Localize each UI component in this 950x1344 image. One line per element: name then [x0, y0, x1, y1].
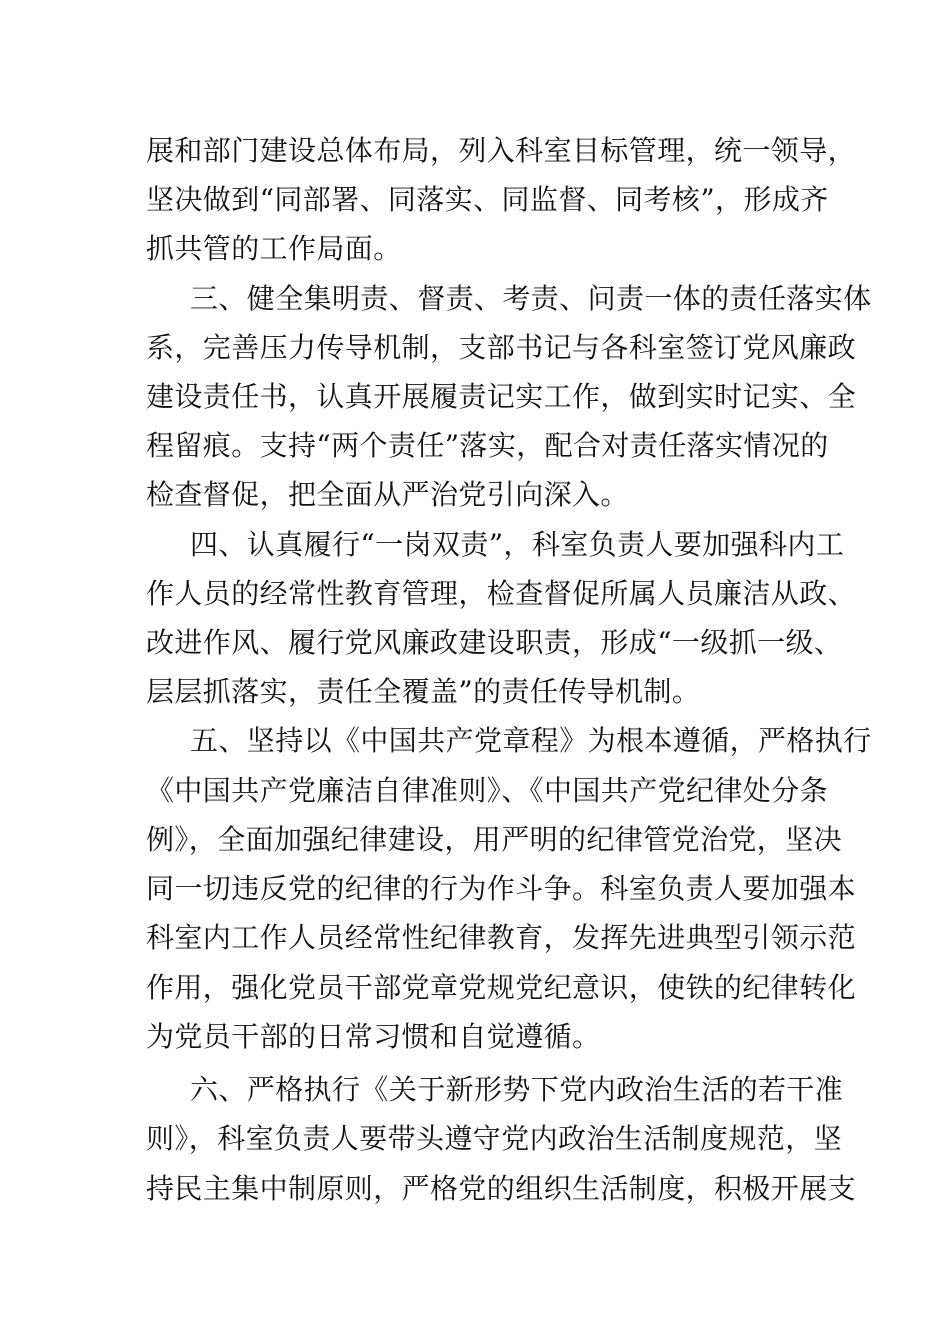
paragraph-five-start: 五、坚持以《中国共产党章程》为根本遵循，严格执行 [190, 724, 872, 757]
text-line: 《中国共产党廉洁自律准则》、《中国共产党纪律处分条 [146, 774, 829, 807]
text-line: 建设责任书，认真开展履责记实工作，做到实时记实、全 [146, 380, 857, 413]
text-line: 层层抓落实，责任全覆盖”的责任传导机制。 [146, 675, 701, 708]
text-line: 改进作风、履行党风廉政建设职责，形成“一级抓一级、 [146, 626, 843, 659]
text-line: 抓共管的工作局面。 [146, 232, 402, 265]
text-line: 为党员干部的日常习惯和自觉遵循。 [146, 1020, 601, 1053]
text-line: 展和部门建设总体布局，列入科室目标管理，统一领导， [146, 134, 857, 167]
text-line: 系，完善压力传导机制，支部书记与各科室签订党风廉政 [146, 331, 857, 364]
paragraph-six-start: 六、严格执行《关于新形势下党内政治生活的若干准 [190, 1073, 844, 1106]
text-line: 持民主集中制原则，严格党的组织生活制度，积极开展支 [146, 1172, 857, 1205]
text-line: 则》，科室负责人要带头遵守党内政治生活制度规范，坚 [146, 1122, 843, 1155]
paragraph-four-start: 四、认真履行“一岗双责”，科室负责人要加强科内工 [190, 528, 845, 561]
text-line: 科室内工作人员经常性纪律教育，发挥先进典型引领示范 [146, 921, 857, 954]
text-line: 同一切违反党的纪律的行为作斗争。科室负责人要加强本 [146, 872, 857, 905]
text-line: 程留痕。支持“两个责任”落实，配合对责任落实情况的 [146, 429, 829, 462]
text-line: 坚决做到“同部署、同落实、同监督、同考核”，形成齐 [146, 183, 829, 216]
text-line: 作人员的经常性教育管理，检查督促所属人员廉洁从政、 [146, 577, 857, 610]
text-line: 检查督促，把全面从严治党引向深入。 [146, 478, 629, 511]
text-line: 例》，全面加强纪律建设，用严明的纪律管党治党，坚决 [146, 823, 843, 856]
text-line: 作用，强化党员干部党章党规党纪意识，使铁的纪律转化 [146, 971, 857, 1004]
paragraph-three-start: 三、健全集明责、督责、考责、问责一体的责任落实体 [190, 282, 872, 315]
